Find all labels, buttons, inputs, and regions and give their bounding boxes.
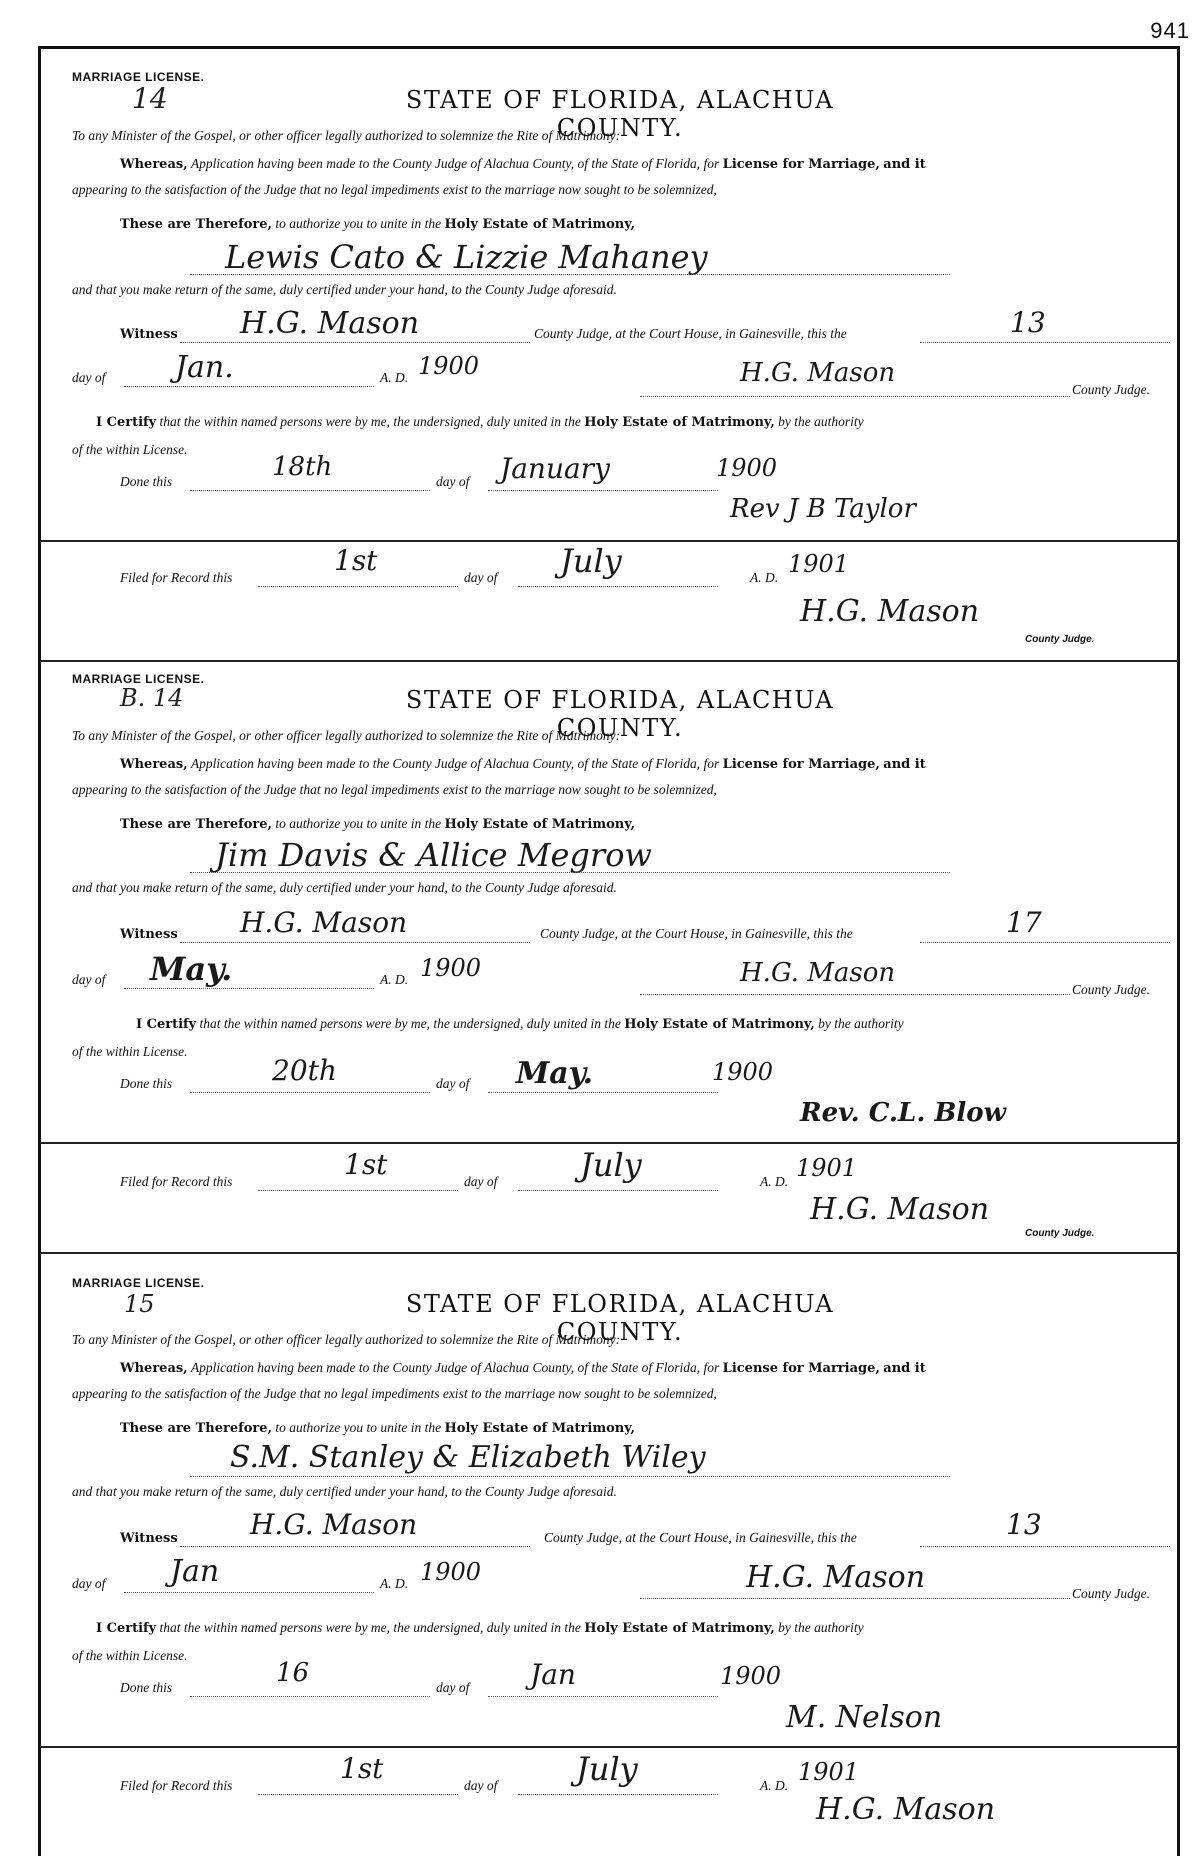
day-of-label: day of — [72, 972, 106, 987]
judge-signature-line — [640, 396, 1070, 397]
witness-line — [180, 342, 530, 343]
filed-ad-label: A. D. — [750, 570, 779, 585]
license-number: 15 — [124, 1290, 155, 1318]
within-line: of the within License. — [72, 1648, 188, 1663]
page-border-top — [38, 46, 1180, 49]
ad-label: A. D. — [380, 972, 409, 987]
witness-name: H.G. Mason — [240, 906, 408, 939]
issue-month: Jan — [170, 1554, 220, 1589]
filed-day-of-label: day of — [464, 570, 498, 585]
witness-line — [180, 942, 530, 943]
judge-signature: H.G. Mason — [746, 1560, 926, 1595]
done-day: 16 — [276, 1658, 310, 1688]
done-month-line — [488, 1696, 718, 1697]
couple-names: S.M. Stanley & Elizabeth Wiley — [230, 1440, 706, 1475]
return-line: and that you make return of the same, duly certified under your hand, to the County Judge aforesaid. — [72, 282, 617, 297]
couple-names: Jim Davis & Allice Megrow — [215, 836, 652, 874]
done-label: Done this — [120, 1680, 173, 1695]
officiant-signature: M. Nelson — [786, 1700, 943, 1735]
these-line: These are Therefore, to authorize you to unite in the Holy Estate of Matrimony, — [120, 216, 636, 232]
issue-day-line — [920, 942, 1170, 943]
filed-day: 1st — [334, 544, 378, 577]
done-month-line — [488, 1092, 718, 1093]
filed-month-line — [518, 586, 718, 587]
done-year: 1900 — [716, 454, 778, 482]
filed-signature: H.G. Mason — [816, 1792, 996, 1827]
license-number: B. 14 — [120, 684, 184, 712]
whereas-line: Whereas, Application having been made to the County Judge of Alachua County, of the State of Florida, for License for Marriage, and it — [120, 1360, 926, 1376]
officiant-signature: Rev J B Taylor — [730, 494, 916, 524]
court-text: County Judge, at the Court House, in Gainesville, this the — [544, 1530, 857, 1545]
names-line — [190, 872, 950, 873]
filed-divider — [40, 1142, 1178, 1144]
filed-label: Filed for Record this — [120, 1778, 233, 1793]
filed-day: 1st — [344, 1148, 388, 1181]
issue-day-line — [920, 1546, 1170, 1547]
marriage-license-3 — [40, 1276, 1178, 1846]
judge-signature: H.G. Mason — [740, 358, 896, 388]
couple-names: Lewis Cato & Lizzie Mahaney — [225, 238, 708, 276]
county-judge-small: County Judge. — [1025, 1228, 1095, 1239]
done-day-line — [190, 490, 430, 491]
done-day-line — [190, 1092, 430, 1093]
issue-year: 1900 — [418, 352, 480, 380]
filed-month-line — [518, 1794, 718, 1795]
whereas-line: Whereas, Application having been made to the County Judge of Alachua County, of the State of Florida, for License for Marriage, and it — [120, 156, 926, 172]
address-line: To any Minister of the Gospel, or other officer legally authorized to solemnize the Rite of Matrimony: — [72, 1332, 621, 1347]
issue-year: 1900 — [420, 954, 482, 982]
license-label: MARRIAGE LICENSE. — [72, 70, 205, 84]
filed-year: 1901 — [788, 550, 850, 578]
court-text: County Judge, at the Court House, in Gainesville, this the — [540, 926, 853, 941]
certify-line: I Certify that the within named persons were by me, the undersigned, duly united in the Holy Estate of Matrimony, by the authority — [96, 1620, 864, 1636]
filed-divider — [40, 540, 1178, 542]
appearing-line: appearing to the satisfaction of the Judge that no legal impediments exist to the marriage now sought to be solemnized, — [72, 182, 717, 197]
filed-label: Filed for Record this — [120, 1174, 233, 1189]
within-line: of the within License. — [72, 1044, 188, 1059]
issue-month: Jan. — [175, 350, 234, 385]
license-divider — [40, 660, 1178, 662]
license-divider — [40, 1252, 1178, 1254]
judge-signature-line — [640, 1598, 1070, 1599]
filed-month: July — [580, 1146, 642, 1184]
filed-day-of-label: day of — [464, 1174, 498, 1189]
filed-month-line — [518, 1190, 718, 1191]
page-number: 941 — [1150, 18, 1190, 43]
done-day-of-label: day of — [436, 474, 470, 489]
filed-day-line — [258, 1794, 458, 1795]
filed-day-of-label: day of — [464, 1778, 498, 1793]
address-line: To any Minister of the Gospel, or other officer legally authorized to solemnize the Rite of Matrimony: — [72, 728, 621, 743]
filed-label: Filed for Record this — [120, 570, 233, 585]
issue-month-line — [124, 386, 374, 387]
filed-ad-label: A. D. — [760, 1778, 789, 1793]
witness-label: Witness — [120, 327, 178, 342]
issue-month-line — [124, 988, 374, 989]
license-label: MARRIAGE LICENSE. — [72, 1276, 205, 1290]
day-of-label: day of — [72, 1576, 106, 1591]
done-label: Done this — [120, 474, 173, 489]
filed-day: 1st — [340, 1752, 384, 1785]
filed-month: July — [560, 542, 622, 580]
county-judge-label: County Judge. — [1072, 1586, 1150, 1601]
return-line: and that you make return of the same, duly certified under your hand, to the County Judge aforesaid. — [72, 880, 617, 895]
county-judge-small: County Judge. — [1025, 634, 1095, 645]
names-line — [190, 274, 950, 275]
officiant-signature: Rev. C.L. Blow — [800, 1098, 1006, 1128]
filed-signature: H.G. Mason — [810, 1192, 990, 1227]
done-day-of-label: day of — [436, 1680, 470, 1695]
within-line: of the within License. — [72, 442, 188, 457]
witness-label: Witness — [120, 927, 178, 942]
address-line: To any Minister of the Gospel, or other officer legally authorized to solemnize the Rite of Matrimony: — [72, 128, 621, 143]
court-text: County Judge, at the Court House, in Gainesville, this the — [534, 326, 847, 341]
certify-line: I Certify that the within named persons were by me, the undersigned, duly united in the Holy Estate of Matrimony, by the authority — [136, 1016, 904, 1032]
filed-year: 1901 — [798, 1758, 860, 1786]
done-year: 1900 — [712, 1058, 774, 1086]
license-number: 14 — [132, 82, 168, 115]
whereas-line: Whereas, Application having been made to the County Judge of Alachua County, of the State of Florida, for License for Marriage, and it — [120, 756, 926, 772]
done-month: January — [500, 452, 610, 485]
license-title: STATE OF FLORIDA, ALACHUA COUNTY. — [405, 86, 835, 142]
return-line: and that you make return of the same, duly certified under your hand, to the County Judge aforesaid. — [72, 1484, 617, 1499]
marriage-license-2 — [40, 672, 1178, 1254]
done-month: May. — [516, 1056, 594, 1091]
issue-day: 13 — [1010, 306, 1046, 339]
appearing-line: appearing to the satisfaction of the Judge that no legal impediments exist to the marriage now sought to be solemnized, — [72, 782, 717, 797]
done-day-of-label: day of — [436, 1076, 470, 1091]
filed-month: July — [576, 1750, 638, 1788]
filed-year: 1901 — [796, 1154, 858, 1182]
issue-month: May. — [150, 950, 233, 988]
county-judge-label: County Judge. — [1072, 382, 1150, 397]
done-label: Done this — [120, 1076, 173, 1091]
these-line: These are Therefore, to authorize you to unite in the Holy Estate of Matrimony, — [120, 1420, 636, 1436]
ad-label: A. D. — [380, 1576, 409, 1591]
filed-ad-label: A. D. — [760, 1174, 789, 1189]
county-judge-label: County Judge. — [1072, 982, 1150, 997]
issue-day: 17 — [1006, 906, 1042, 939]
issue-day: 13 — [1006, 1508, 1042, 1541]
done-year: 1900 — [720, 1662, 782, 1690]
done-day-line — [190, 1696, 430, 1697]
license-label: MARRIAGE LICENSE. — [72, 672, 205, 686]
done-day: 18th — [272, 452, 333, 482]
appearing-line: appearing to the satisfaction of the Judge that no legal impediments exist to the marriage now sought to be solemnized, — [72, 1386, 717, 1401]
these-line: These are Therefore, to authorize you to unite in the Holy Estate of Matrimony, — [120, 816, 636, 832]
filed-divider — [40, 1746, 1178, 1748]
judge-signature: H.G. Mason — [740, 958, 896, 988]
done-month-line — [488, 490, 718, 491]
filed-day-line — [258, 586, 458, 587]
filed-day-line — [258, 1190, 458, 1191]
license-title: STATE OF FLORIDA, ALACHUA COUNTY. — [405, 686, 835, 742]
ad-label: A. D. — [380, 370, 409, 385]
day-of-label: day of — [72, 370, 106, 385]
witness-line — [180, 1546, 530, 1547]
issue-year: 1900 — [420, 1558, 482, 1586]
done-day: 20th — [272, 1054, 337, 1087]
witness-name: H.G. Mason — [240, 306, 420, 341]
witness-label: Witness — [120, 1531, 178, 1546]
filed-signature: H.G. Mason — [800, 594, 980, 629]
license-title: STATE OF FLORIDA, ALACHUA COUNTY. — [405, 1290, 835, 1346]
judge-signature-line — [640, 994, 1070, 995]
issue-day-line — [920, 342, 1170, 343]
names-line — [190, 1476, 950, 1477]
certify-line: I Certify that the within named persons were by me, the undersigned, duly united in the Holy Estate of Matrimony, by the authority — [96, 414, 864, 430]
marriage-license-1 — [40, 70, 1178, 662]
witness-name: H.G. Mason — [250, 1508, 418, 1541]
done-month: Jan — [530, 1658, 576, 1691]
issue-month-line — [124, 1592, 374, 1593]
